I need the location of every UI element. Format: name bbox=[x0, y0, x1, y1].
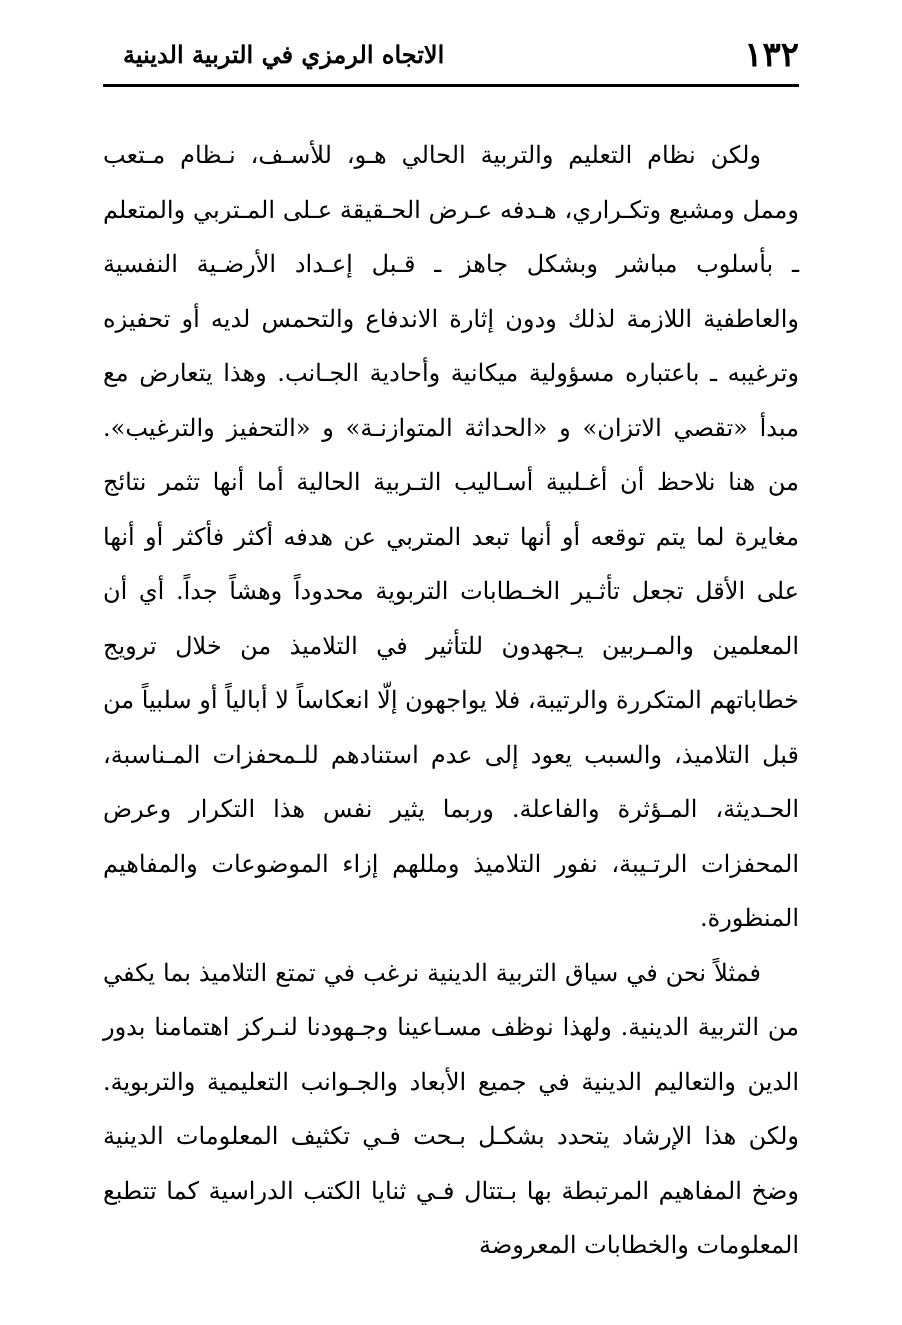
paragraph-2: فمثلاً نحن في سياق التربية الدينية نرغب في تمتع التلاميذ بما يكفي من التربية الدينية. ولهذا نوظف مسـاعينا وجـهودنا لنـركز اهتمامنا بدور الدين والتعاليم الدينية في جميع الأبعاد والجـوانب التعليمية والتربوية. ولكن هذا الإرشاد يتحدد بشكـل بـحت فـي تكثيف المعلومات الدينية وضخ المفاهيم المرتبطة بها بـتتال فـي ثنايا الكتب الدراسية كما تتطبع المعلومات والخطابات المعروضة bbox=[103, 958, 799, 1259]
page-header bbox=[103, 30, 799, 80]
body-text bbox=[103, 128, 799, 1273]
header-rule bbox=[103, 84, 799, 87]
page-number: ١٣٢ bbox=[744, 35, 799, 75]
paragraph-1: ولكن نظام التعليم والتربية الحالي هـو، للأسـف، نـظام مـتعب وممل ومشبع وتكـراري، هـدفه عـرض الحـقيقة عـلى المـتربي والمتعلم ـ بأسلوب مباشر وبشكل جاهز ـ قـبل إعـداد الأرضـية النفسية والعاطفية اللازمة لذلك ودون إثارة الاندفاع والتحمس لديه أو تحفيزه وترغيبه ـ باعتباره مسؤولية ميكانية وأحادية الجـانب. وهذا يتعارض مع مبدأ «تقصي الاتزان» و «الحداثة المتوازنـة» و «التحفيز والترغيب». من هنا نلاحظ أن أغـلبية أسـاليب التـربية الحالية أما أنها تثمر نتائج مغايرة لما يتم توقعه أو أنها تبعد المتربي عن هدفه أكثر فأكثر أو أنها على الأقل تجعل تأثـير الخـطابات التربوية محدوداً وهشاً جداً. أي أن المعلمين والمـربين يـجهدون للتأثير في التلاميذ من خلال ترويج خطاباتهم المتكررة والرتيبة، فلا يواجهون إلّا انعكاساً لا أبالياً أو سلبياً من قبل التلاميذ، والسبب يعود إلى عدم استنادهم للـمحفزات المـناسبة، الحـديثة، المـؤثرة والفاعلة. وربما يثير نفس هذا التكرار وعرض المحفزات الرتـيبة، نفور التلاميذ ومللهم إزاء الموضوعات والمفاهيم المنظورة. bbox=[103, 141, 799, 932]
running-title: الاتجاه الرمزي في التربية الدينية bbox=[123, 40, 445, 69]
